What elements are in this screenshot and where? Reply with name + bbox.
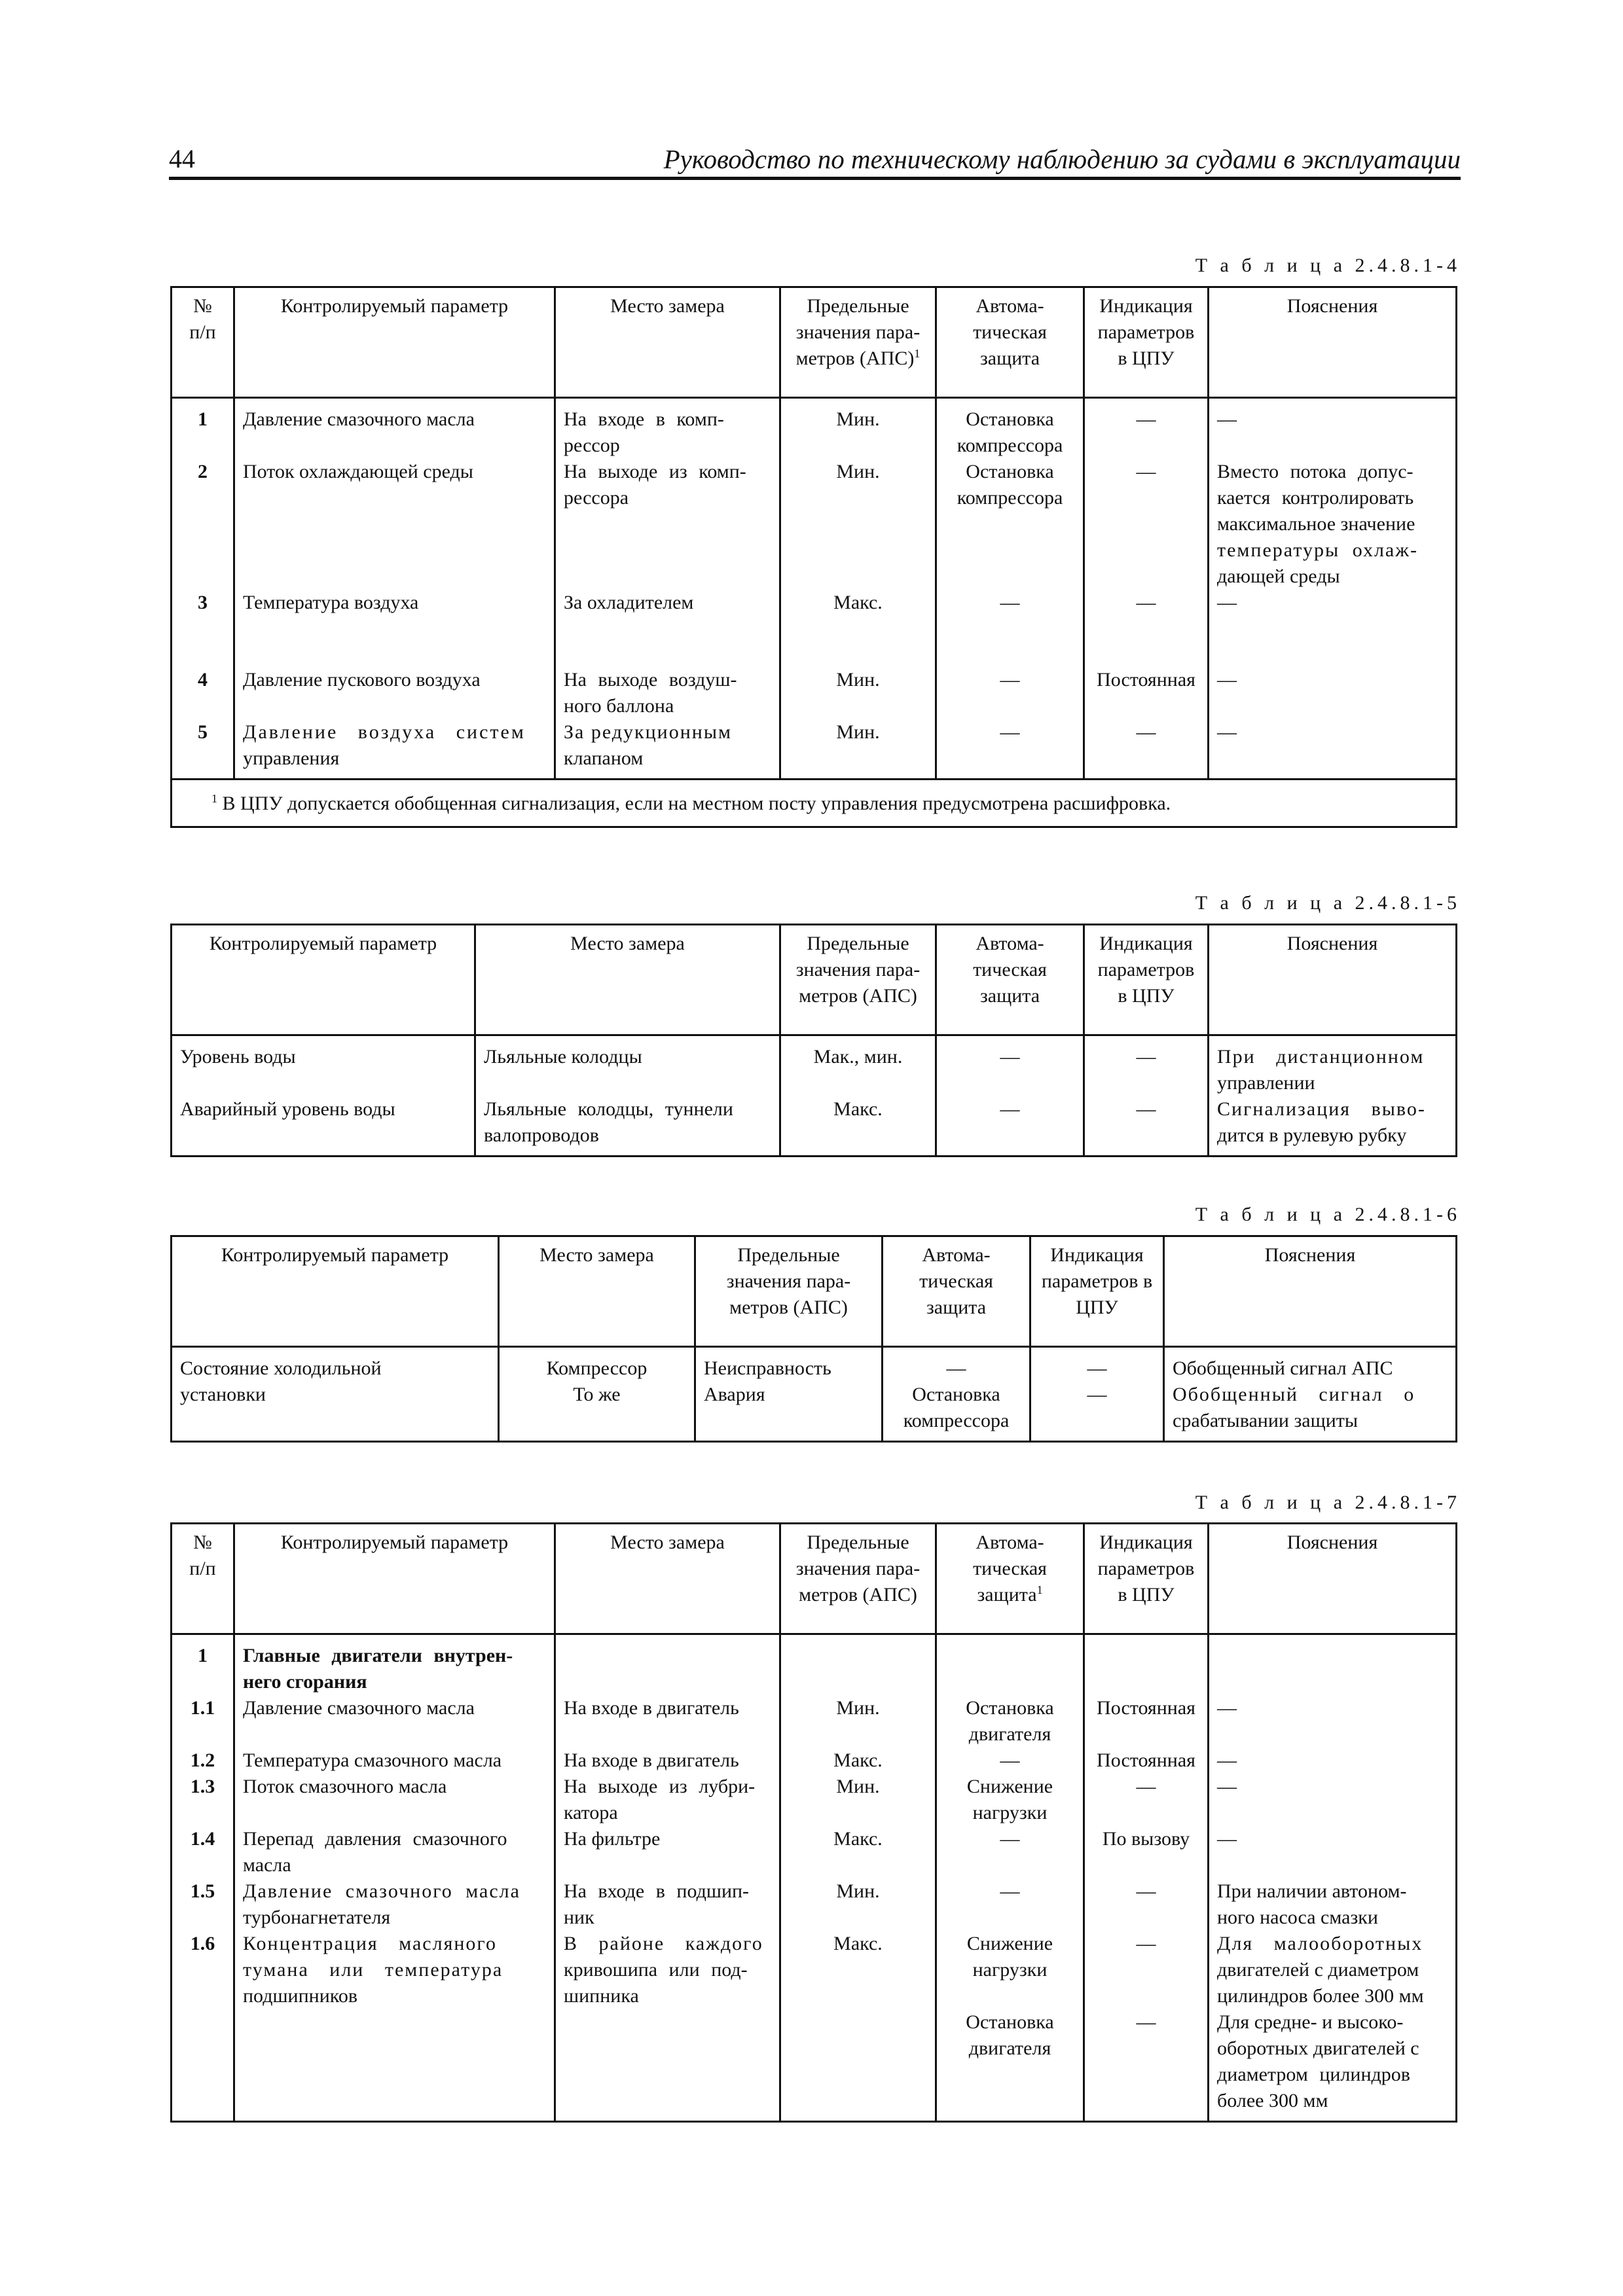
cell-indication: — — <box>1084 1035 1209 1157</box>
col-header-limits: Предельные значения пара- метров (АПС) <box>780 1524 936 1634</box>
cell-place: На входе в комп- рессор На выходе из комп- рессора За охладителем На выходе воздуш- ного баллона За редукционным клапаном <box>555 398 780 780</box>
cell-indication: Постоянная Постоянная — По вызову — — — <box>1084 1634 1209 2122</box>
col-header-place: Место замера <box>499 1236 695 1347</box>
col-header-place: Место замера <box>555 1524 780 1634</box>
table-body <box>172 1347 1457 1442</box>
table-header-row <box>172 1524 1457 1634</box>
cell-notes: При дистанционном управлении Сигнализация выво- дится в рулевую рубку <box>1209 1035 1457 1157</box>
cell-param: Состояние холодильной установки <box>172 1347 499 1442</box>
col-header-limits: Предельные значения пара- метров (АПС)$^1$ <box>780 287 936 398</box>
col-header-limits: Предельные значения пара- метров (АПС) <box>695 1236 883 1347</box>
cell-auto: Остановка компрессора Остановка компрессора — — — <box>936 398 1084 780</box>
col-header-notes: Пояснения <box>1164 1236 1457 1347</box>
col-header-auto: Автома- тическая защита <box>936 925 1084 1035</box>
col-header-limits: Предельные значения пара- метров (АПС) <box>780 925 936 1035</box>
table-caption-5: Т а б л и ц а 2.4.8.1-5 <box>1195 892 1461 914</box>
table-caption-7: Т а б л и ц а 2.4.8.1-7 <box>1195 1492 1461 1513</box>
col-header-num: № п/п <box>172 1524 234 1634</box>
cell-limits: Мин. Макс. Мин. Макс. Мин. Макс. <box>780 1634 936 2122</box>
cell-place: На входе в двигатель На входе в двигатель На выходе из лубри- катора На фильтре На входе в подшип- ник В районе каждого кривошипа или под- шипника <box>555 1634 780 2122</box>
table-2-4-8-1-6 <box>170 1235 1457 1443</box>
table-header-row <box>172 925 1457 1035</box>
col-header-indication: Индикация параметров в ЦПУ <box>1030 1236 1164 1347</box>
col-header-param: Контролируемый параметр <box>234 1524 555 1634</box>
header-rule <box>169 177 1461 180</box>
col-header-auto: Автома- тическая защита <box>883 1236 1030 1347</box>
cell-notes: — — — — При наличии автоном- ного насоса смазки Для малооборотных двигателей с диаметром цилиндров более 300 мм Для средне- и высоко- оборотных двигателей с диаметром цилиндров более 300 мм <box>1209 1634 1457 2122</box>
cell-param: Давление смазочного масла Поток охлаждающей среды Температура воздуха Давление пускового воздуха Давление воздуха систем управления <box>234 398 555 780</box>
col-header-indication: Индикация параметров в ЦПУ <box>1084 925 1209 1035</box>
table-caption-6: Т а б л и ц а 2.4.8.1-6 <box>1195 1204 1461 1225</box>
cell-param: Главные двигатели внутрен- него сгорания Давление смазочного масла Температура смазочного масла Поток смазочного масла Перепад давления смазочного масла Давление смазочного масла турбонагнетателя Концентрация масляного тумана или температура подшипников <box>234 1634 555 2122</box>
footnote-text: $^1$ В ЦПУ допускается обобщенная сигнализация, если на местном посту управления предусмотрена расшифровка. <box>172 780 1457 827</box>
table-footnote <box>172 780 1457 827</box>
col-header-param: Контролируемый параметр <box>172 1236 499 1347</box>
table-2-4-8-1-4 <box>170 286 1457 828</box>
table-body <box>172 398 1457 780</box>
table-2-4-8-1-7 <box>170 1522 1457 2123</box>
cell-limits: Неисправность Авария <box>695 1347 883 1442</box>
cell-num: 1 1.1 1.2 1.3 1.4 1.5 1.6 <box>172 1634 234 2122</box>
page-number: 44 <box>169 144 195 173</box>
col-header-place: Место замера <box>555 287 780 398</box>
cell-notes: Обобщенный сигнал АПС Обобщенный сигнал о срабатывании защиты <box>1164 1347 1457 1442</box>
col-header-auto: Автома- тическая защита <box>936 287 1084 398</box>
cell-indication: — — <box>1030 1347 1164 1442</box>
col-header-notes: Пояснения <box>1209 1524 1457 1634</box>
cell-auto: — — <box>936 1035 1084 1157</box>
cell-place: Льяльные колодцы Льяльные колодцы, туннели валопроводов <box>475 1035 780 1157</box>
col-header-place: Место замера <box>475 925 780 1035</box>
col-header-indication: Индикация параметров в ЦПУ <box>1084 1524 1209 1634</box>
col-header-indication: Индикация параметров в ЦПУ <box>1084 287 1209 398</box>
cell-limits: Мак., мин. Макс. <box>780 1035 936 1157</box>
cell-limits: Мин. Мин. Макс. Мин. Мин. <box>780 398 936 780</box>
col-header-auto: Автома- тическая защита$^1$ <box>936 1524 1084 1634</box>
cell-indication: — — — Постоянная — <box>1084 398 1209 780</box>
table-body <box>172 1035 1457 1157</box>
table-2-4-8-1-5 <box>170 924 1457 1157</box>
table-header-row <box>172 1236 1457 1347</box>
col-header-num: № п/п <box>172 287 234 398</box>
table-body <box>172 1634 1457 2122</box>
cell-place: Компрессор То же <box>499 1347 695 1442</box>
cell-notes: — Вместо потока допус- кается контролировать максимальное значение температуры охлаж- дающей среды — — — <box>1209 398 1457 780</box>
cell-param: Уровень воды Аварийный уровень воды <box>172 1035 475 1157</box>
col-header-param: Контролируемый параметр <box>234 287 555 398</box>
cell-num: 1 2 3 4 5 <box>172 398 234 780</box>
col-header-notes: Пояснения <box>1209 287 1457 398</box>
col-header-param: Контролируемый параметр <box>172 925 475 1035</box>
running-title: Руководство по техническому наблюдению за судами в эксплуатации <box>663 144 1461 174</box>
cell-auto: — Остановка компрессора <box>883 1347 1030 1442</box>
cell-auto: Остановка двигателя — Снижение нагрузки — — Снижение нагрузки Остановка двигателя <box>936 1634 1084 2122</box>
table-caption-4: Т а б л и ц а 2.4.8.1-4 <box>1195 255 1461 276</box>
table-header-row <box>172 287 1457 398</box>
col-header-notes: Пояснения <box>1209 925 1457 1035</box>
